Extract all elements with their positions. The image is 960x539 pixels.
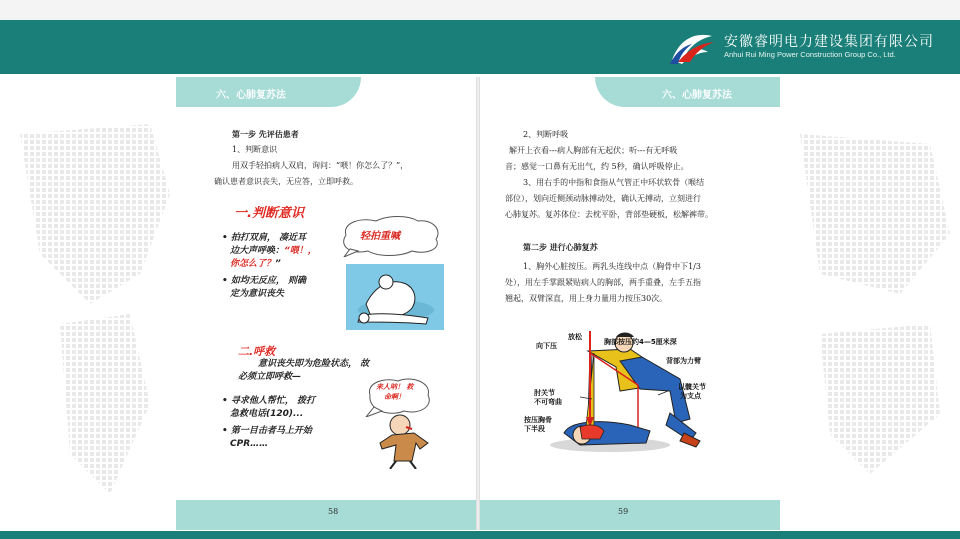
bullet2-line2: 定为意识丧失 xyxy=(230,289,285,299)
bullet3-line2: 急救电话(120)... xyxy=(230,409,304,419)
left-page-footer xyxy=(176,500,476,530)
left-page-number: 58 xyxy=(328,507,339,516)
fig-label-sternum-2: 下半段 xyxy=(524,425,545,433)
company-logo-icon xyxy=(668,30,718,66)
right-page-footer xyxy=(480,500,780,530)
bullet1-line3: 你怎么了？” xyxy=(230,259,281,269)
fig-label-back-force: 背部为力臂 xyxy=(666,357,701,365)
fig-label-sternum-1: 按压胸骨 xyxy=(524,416,552,424)
company-name-en: Anhui Rui Ming Power Construction Group Co., Ltd. xyxy=(724,50,896,59)
para-b-line2: 部位），划向近侧颈动脉搏动处，确认无搏动，立刻进行 xyxy=(505,194,701,203)
right-page-number: 59 xyxy=(618,507,629,516)
step2-title: 第二步 进行心肺复苏 xyxy=(523,242,598,252)
right-page-tab-title: 六、心肺复苏法 xyxy=(662,90,732,101)
fig-label-press-down: 向下压 xyxy=(536,342,557,350)
fig-label-hip-2: 为支点 xyxy=(680,392,701,400)
step1-title: 第一步 先评估患者 xyxy=(232,129,299,139)
bullet1-line2: 边大声呼唤：“喂！， xyxy=(230,246,317,256)
para2-line1: 意识丧失即为危险状态， 故 xyxy=(258,359,370,369)
para-c-line3: 翘起，双臂深直，用上身力量用力按压30次。 xyxy=(505,294,668,303)
bullet2-line1: • 如均无反应， 则确 xyxy=(222,276,307,286)
bullet1-line1: • 拍打双肩， 凑近耳 xyxy=(222,233,307,243)
bubble-tap-shout-text: 轻拍重喊 xyxy=(360,231,400,242)
para-a-line1: 解开上衣看---病人胸部有无起伏；听---有无呼吸 xyxy=(509,146,678,155)
right-page-tab xyxy=(595,77,780,107)
fig-label-depth: 胸部按压约4—5厘米深 xyxy=(604,338,677,346)
fig-label-elbow-2: 不可弯曲 xyxy=(534,398,562,406)
heading-judge-consciousness: 一.判断意识 xyxy=(234,206,304,221)
illustration-tap-shoulders xyxy=(346,264,444,330)
bubble-help-line1: 来人呐！ 救 xyxy=(376,383,414,391)
company-name-cn: 安徽睿明电力建设集团有限公司 xyxy=(724,34,934,50)
para-b-line1: 3、用右手的中指和食指从气管正中环状软骨（喉结 xyxy=(523,178,705,187)
bullet4-line2: CPR…… xyxy=(230,439,269,449)
left-page-tab-title: 六、心肺复苏法 xyxy=(216,90,286,101)
bullet3-line1: • 寻求他人帮忙， 拨打 xyxy=(222,396,316,406)
para-b-line3: 心肺复苏。复苏体位：去枕平卧，背部垫硬板，松解裤带。 xyxy=(505,210,713,219)
right-page xyxy=(480,77,780,530)
para-a-line2: 音；感觉一口鼻有无出气，约 5秒，确认呼吸停止。 xyxy=(505,162,689,171)
para1-line1: 用双手轻拍病人双肩，询问：“喂！你怎么了？”， xyxy=(232,161,409,170)
bullet4-line1: • 第一目击者马上开始 xyxy=(222,426,312,436)
para1-line2: 确认患者意识丧失，无应答，立即呼救。 xyxy=(214,177,358,186)
left-page xyxy=(176,77,476,530)
heading-call-help: 二.呼救 xyxy=(238,345,276,358)
item2-text: 2、判断呼吸 xyxy=(523,130,569,139)
illustration-shouting-man xyxy=(376,409,444,469)
item1-text: 1、判断意识 xyxy=(232,145,278,154)
fig-label-hip-1: 以髋关节 xyxy=(678,383,706,391)
fig-label-relax: 放松 xyxy=(568,333,582,341)
para2-line2: 必须立即呼救— xyxy=(238,372,302,382)
top-strip xyxy=(0,0,960,20)
para-c-line2: 处），用左手掌跟紧贴病人的胸部，两手重叠，左手五指 xyxy=(505,278,701,287)
bottom-band xyxy=(0,531,960,539)
para-c-line1: 1、胸外心脏按压。两乳头连线中点（胸骨中下1/3 xyxy=(523,262,701,271)
bubble-help-line2: 命啊！ xyxy=(384,393,405,401)
left-page-tab xyxy=(176,77,361,107)
fig-label-elbow-1: 肘关节 xyxy=(534,389,555,397)
